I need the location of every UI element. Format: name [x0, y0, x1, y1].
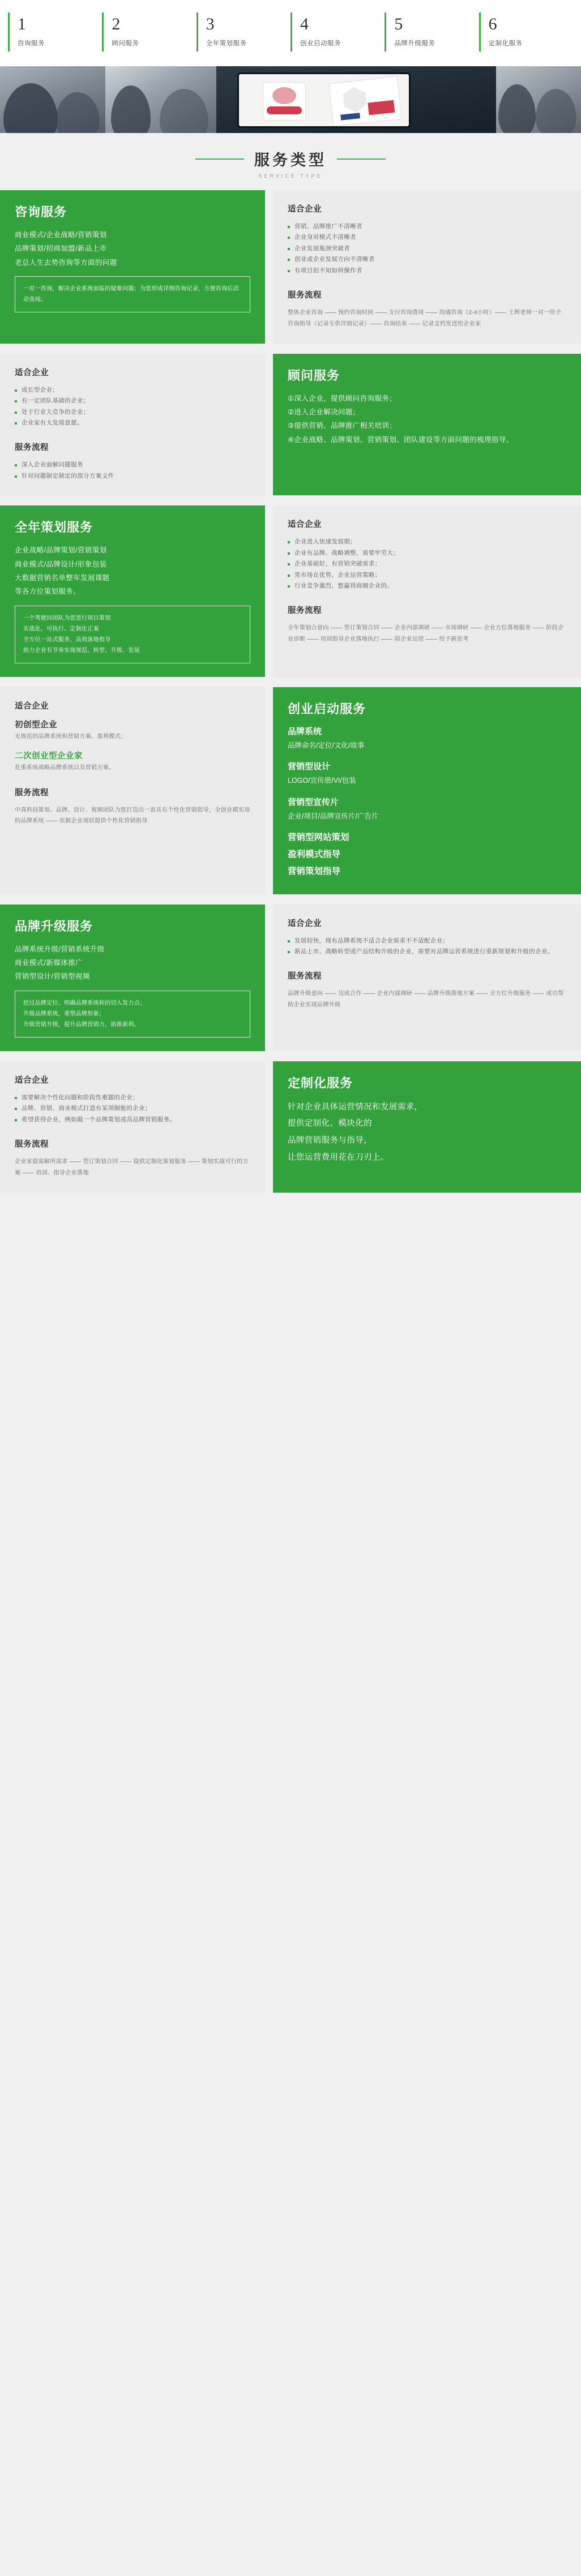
list-item: 行业竞争激烈，想赢得商圈企业的。: [288, 581, 566, 592]
consulting-grey-panel: [273, 190, 581, 344]
list-item: 企业有品牌、战略调整，需要牢劳大；: [288, 548, 566, 559]
strip-label: 咨询服务: [18, 40, 45, 47]
service-types-infographic: [0, 0, 581, 1193]
suitable-companies-heading: 适合企业: [15, 368, 49, 378]
annual-title: 全年策划服务: [15, 520, 93, 535]
photo-people-mid: [105, 66, 216, 133]
list-item: 处于行业大竞争的企业；: [15, 407, 250, 418]
service-flow-text: 全年策划合意向 —— 签订策划合同 —— 企业内部调研 —— 市场调研 —— 企业方位落地服务 —— 阶段企业诊断 —— 培训指导企业落地执行 —— 陪企业运营 —— 给予新思考: [288, 625, 564, 643]
list-item: 企业身对模式不清晰者: [288, 232, 566, 243]
block-custom-service: [0, 1061, 581, 1193]
advisor-items: [288, 392, 566, 447]
suitable-companies-list: [288, 936, 566, 958]
brand-grey-panel: [273, 905, 581, 1051]
startup-group-head-2: 营销型设计: [288, 762, 331, 772]
brand-items: [15, 942, 250, 984]
list-item: ②进入企业解决问题；: [288, 408, 360, 417]
photo-people-left: [0, 66, 105, 133]
column-gap: [265, 1061, 273, 1193]
column-gap: [265, 687, 273, 894]
strip-label: 品牌升级服务: [394, 40, 435, 47]
highlight-line: 一个驾驶回团队为您进行项目策划: [23, 615, 111, 622]
strip-label: 顾问服务: [112, 40, 139, 47]
suitable-companies-list: [15, 1092, 250, 1125]
block-consulting-service: [0, 190, 581, 344]
service-flow-text: 整体企业咨询 —— 预约咨询时间 —— 支付咨询费用 —— 沟通咨询（2-4小时）—— 王辉老师一对一给予咨询指导（记录专供详细记录）—— 咨询结束 —— 记录文档发送给企业家: [288, 309, 562, 327]
strip-item-4: [290, 12, 385, 52]
photo-banner: [0, 66, 581, 133]
startup-grey-panel: [0, 687, 265, 894]
startup-group-line-3: 企业/项目/品牌宣传片/广告片: [288, 812, 379, 821]
startup-bold-line-1: 营销型网站策划: [288, 832, 349, 842]
service-flow-heading: 服务流程: [15, 788, 49, 798]
column-gap: [265, 905, 273, 1051]
brand-green-panel: [0, 905, 265, 1051]
photo-people-right: [496, 66, 581, 133]
strip-label: 全年策划服务: [206, 40, 247, 47]
column-gap: [265, 354, 273, 496]
startup-green-panel: [273, 687, 581, 894]
advisor-grey-panel: [0, 354, 265, 496]
startup-group-head-3: 营销型宣传片: [288, 798, 339, 808]
startup-bold-line-3: 营销策划指导: [288, 867, 341, 877]
suitable-companies-heading: 适合企业: [15, 701, 49, 711]
list-item: 老总人生去势咨询等方面的问题: [15, 258, 117, 267]
brand-highlight-box: [15, 991, 250, 1038]
service-flow-text: 企业家提需解所需求 —— 签订策划合同 —— 提供定制化策划服务 —— 策划实战可行的方案 —— 培训、指导企业落地: [15, 1159, 249, 1176]
advisor-title: 顾问服务: [288, 368, 340, 383]
startup-subtext-1: 无规范的品牌系统和营销方案、盈利模式；: [15, 733, 127, 740]
column-gap: [265, 190, 273, 344]
service-flow-heading: 服务流程: [15, 443, 49, 453]
strip-item-1: [8, 12, 102, 52]
advisor-green-panel: [273, 354, 581, 496]
list-item: 提供定制化、模块化的: [288, 1119, 372, 1129]
list-item: 品牌策划/招商加盟/新品上市: [15, 245, 107, 253]
suitable-companies-heading: 适合企业: [15, 1075, 49, 1085]
list-item: 等各方位策划服务。: [15, 588, 81, 596]
section-header: [0, 133, 581, 190]
list-item: ③提供营销、品牌推广相关培训；: [288, 422, 397, 430]
service-flow-heading: 服务流程: [15, 1140, 49, 1150]
startup-subhead-1: 初创型企业: [15, 720, 57, 730]
list-item: 企业基础好，有营销突破需求；: [288, 559, 566, 569]
list-item: ④企业战略、品牌策划、营销策划、团队建设等方面问题的梳理指导。: [288, 435, 514, 444]
list-item: 品牌、营销、商业模式打造有某项制能的企业；: [15, 1103, 250, 1114]
strip-item-6: [479, 12, 573, 52]
strip-item-2: [102, 12, 196, 52]
custom-title: 定制化服务: [288, 1075, 353, 1090]
highlight-line: 实战化、可执行、定制化正案: [23, 625, 99, 632]
list-item: 希望获得企业，例如做一个品牌策划或高品牌营销服务。: [15, 1115, 250, 1125]
annual-grey-panel: [273, 505, 581, 677]
suitable-companies-heading: 适合企业: [288, 520, 322, 530]
list-item: 营销型设计/营销型视频: [15, 972, 90, 981]
startup-subhead-2: 二次创业型企业家: [15, 751, 83, 761]
block-annual-planning-service: [0, 505, 581, 677]
list-item: 大数据营销名单整年发展课题: [15, 573, 110, 582]
highlight-line: 升级营销升级，提升品牌营销力，助推新利。: [23, 1021, 140, 1028]
list-item: 深入企业面解问题服务: [15, 460, 250, 470]
column-gap: [265, 505, 273, 677]
suitable-companies-list: [15, 385, 250, 429]
suitable-companies-heading: 适合企业: [288, 919, 322, 928]
annual-highlight-box: [15, 606, 250, 663]
consulting-items: [15, 228, 250, 269]
startup-bold-line-2: 盈利模式指导: [288, 850, 341, 860]
strip-number: 3: [206, 15, 215, 33]
list-item: 商业模式/企业战略/营销策划: [15, 230, 107, 239]
brand-title: 品牌升级服务: [15, 919, 93, 933]
list-item: 发展较快，现有品牌系统不适合企业需求不不适配企业；: [288, 936, 566, 946]
service-flow-heading: 服务流程: [288, 972, 322, 981]
startup-group-line-1: 品牌命名/定位/文化/故事: [288, 741, 365, 749]
section-title-cn: 服务类型: [254, 148, 327, 170]
strip-number: 2: [112, 15, 121, 33]
strip-item-5: [385, 12, 479, 52]
startup-group-line-2: LOGO/宣传册/VI/包装: [288, 777, 356, 785]
highlight-line: 挖过品牌定位、明确品牌系统和的切入发力点；: [23, 1000, 146, 1006]
strip-number: 1: [18, 15, 26, 33]
list-item: 商业模式/新媒体推广: [15, 959, 83, 967]
custom-items: [288, 1099, 566, 1167]
startup-title: 创业启动服务: [288, 701, 366, 716]
section-title-en: SERVICE TYPE: [258, 173, 323, 179]
list-item: 针对问题制定制定的部分方案文件: [15, 471, 250, 482]
service-flow-heading: 服务流程: [288, 606, 322, 616]
strip-number: 6: [488, 15, 497, 33]
list-item: 品牌营销服务与指导，: [288, 1136, 372, 1146]
custom-green-panel: [273, 1061, 581, 1193]
list-item: 企业家有大发展意愿。: [15, 418, 250, 428]
highlight-line: 全方位一站式服务，高效落地指导: [23, 636, 111, 643]
block-advisor-service: [0, 354, 581, 496]
consulting-title: 咨询服务: [15, 204, 67, 219]
startup-group-head-1: 品牌系统: [288, 726, 322, 736]
suitable-companies-list: [288, 221, 566, 276]
list-item: 企业进入快速发展期；: [288, 537, 566, 547]
suitable-companies-heading: 适合企业: [288, 204, 322, 214]
annual-green-panel: [0, 505, 265, 677]
block-startup-service: [0, 687, 581, 894]
consulting-green-panel: [0, 190, 265, 344]
list-item: 针对企业具体运营情况和发展需求，: [288, 1102, 423, 1112]
list-item: 营销、品牌推广不清晰者: [288, 221, 566, 232]
numbered-service-strip: [0, 0, 581, 66]
highlight-line: 助力企业有节奏实现规范、转型、升级、发展: [23, 647, 140, 654]
list-item: 企业战略/品牌策划/营销策划: [15, 546, 107, 555]
photo-presentation-screen: [216, 66, 496, 133]
highlight-line: 升级品牌系统，重塑品牌形象；: [23, 1010, 105, 1017]
suitable-companies-list: [288, 537, 566, 592]
list-item: ①深入企业，提供顾问咨询服务；: [288, 394, 397, 402]
list-item: 让您运营费用花在刀刃上。: [288, 1152, 389, 1162]
list-item: 企业发展瓶颈突破者: [288, 243, 566, 254]
strip-number: 5: [394, 15, 403, 33]
list-item: 品牌系统升级/营销系统升级: [15, 945, 105, 953]
service-flow-heading: 服务流程: [288, 290, 322, 300]
block-brand-upgrade-service: [0, 905, 581, 1051]
list-item: 新品上市、战略转型或产品结构升级的企业，需要对品牌运营系统进行重新规划和升级的企业。: [288, 946, 566, 957]
list-item: 创业或企业发展方向不清晰者: [288, 254, 566, 265]
custom-grey-panel: [0, 1061, 265, 1193]
strip-item-3: [196, 12, 290, 52]
service-flow-list: [15, 460, 250, 482]
strip-label: 创业启动服务: [300, 40, 341, 47]
list-item: 有一定团队基础的企业；: [15, 396, 250, 406]
service-flow-text: 品牌升级意向 —— 达成合作 —— 企业内部调研 —— 品牌升级落地方案 —— 全方位升级服务 —— 成功帮助企业实现品牌升级: [288, 991, 564, 1009]
list-item: 商业模式/品牌设计/形象包装: [15, 560, 107, 568]
list-item: 有项目但不知如何操作者: [288, 265, 566, 276]
list-item: 成长型企业；: [15, 385, 250, 396]
strip-label: 定制化服务: [488, 40, 523, 47]
startup-subtext-2: 危重系统战略品牌系统以及营销方案。: [15, 764, 115, 771]
list-item: 常市场在优势，企业运营策略；: [288, 570, 566, 581]
list-item: 需要解决个性化问题和阶段性难题的企业；: [15, 1092, 250, 1103]
annual-items: [15, 543, 250, 599]
presentation-screen-graphic: [239, 74, 409, 126]
consulting-note: 一对一咨询，解决企业系统面临的疑难问题；为您形成详细咨询记录，方便咨询后活动查阅。: [15, 276, 250, 312]
service-flow-text: 中真科技策划、品牌、设计、视频团队为您打造出一套具有个性化营销指导，全创业模实用的品牌系统 —— 依据企业现状提供个性化营销指导: [15, 807, 250, 825]
strip-number: 4: [300, 15, 309, 33]
